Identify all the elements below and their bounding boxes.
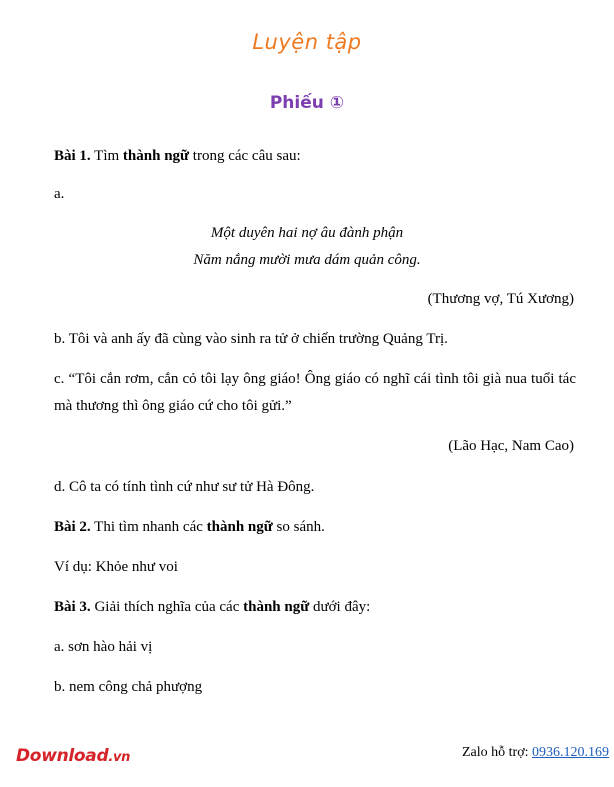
exercise-1-text-after: trong các câu sau: (189, 148, 301, 164)
source-citation-a: (Thương vợ, Tú Xương) (427, 291, 574, 307)
exercise-1-item-d: d. Cô ta có tính tình cứ như sư tử Hà Đông. (54, 479, 315, 495)
exercise-1-term: thành ngữ (122, 148, 190, 164)
worksheet-subtitle: Phiếu ① (269, 93, 345, 113)
exercise-1-item-a-label: a. (54, 186, 65, 202)
exercise-3-term: thành ngữ (243, 599, 310, 615)
exercise-3-label: Bài 3. (54, 599, 91, 615)
exercise-1-item-b: b. Tôi và anh ấy đã cùng vào sinh ra tử ở chiến trường Quảng Trị. (54, 331, 448, 347)
exercise-2-heading (54, 517, 325, 537)
source-citation-c: (Lão Hạc, Nam Cao) (448, 438, 574, 454)
exercise-1-label: Bài 1. (54, 148, 91, 164)
exercise-3-text-before: Giải thích nghĩa của các (90, 599, 244, 615)
exercise-3-text-after: dưới đây: (309, 599, 371, 615)
exercise-2-term: thành ngữ (206, 519, 273, 535)
exercise-2-text-after: so sánh. (272, 519, 325, 535)
support-phone-link[interactable]: 0936.120.169 (532, 745, 609, 760)
poem-line-2: Năm nắng mười mưa dám quản công. (193, 252, 421, 268)
exercise-3-item-a: a. sơn hào hải vị (54, 639, 153, 655)
exercise-2-text-before: Thi tìm nhanh các (90, 519, 207, 535)
page-title: Luyện tập (252, 30, 362, 54)
exercise-3-heading (54, 597, 370, 617)
exercise-1-text-before: Tìm (90, 148, 123, 164)
logo-main-text: Download (16, 746, 109, 766)
exercise-1-heading (54, 146, 301, 166)
exercise-1-item-c: c. “Tôi cắn rơm, cắn cỏ tôi lạy ông giáo! Ông giáo có nghĩ cái tình tôi già nua tuổi tác mà thương thì ông giáo cứ cho tôi gửi.” (54, 371, 576, 414)
support-label: Zalo hỗ trợ: (462, 745, 532, 760)
exercise-2-label: Bài 2. (54, 519, 91, 535)
download-vn-logo (16, 746, 130, 766)
poem-line-1: Một duyên hai nợ âu đành phận (210, 225, 404, 241)
exercise-2-example: Ví dụ: Khỏe như voi (54, 559, 178, 575)
zalo-support (462, 744, 609, 762)
logo-tld-text: .vn (108, 750, 131, 765)
exercise-3-item-b: b. nem công chả phượng (54, 679, 203, 695)
